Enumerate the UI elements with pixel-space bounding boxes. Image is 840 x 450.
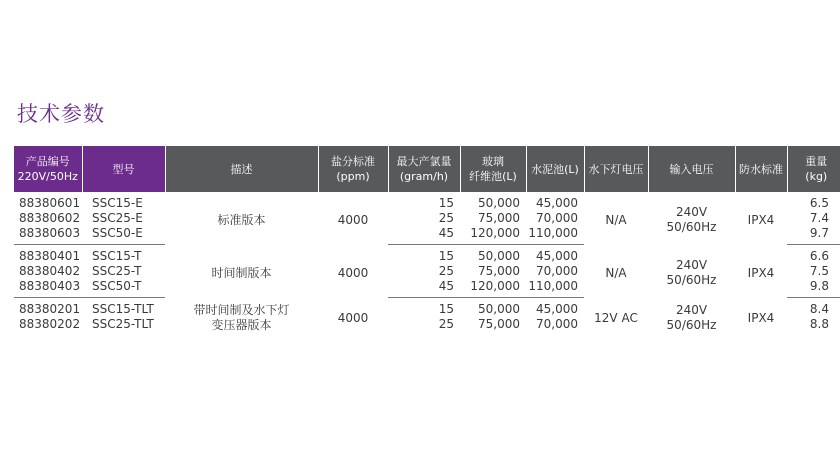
header-weight: 重量 (kg) [787, 146, 840, 192]
model-cell: SSC50-T [82, 279, 165, 298]
header-product-code: 产品编号 220V/50Hz [14, 146, 82, 192]
header-concrete-pool: 水泥池(L) [526, 146, 584, 192]
header-input-voltage: 输入电压 [648, 146, 735, 192]
description-cell: 标准版本 [217, 212, 266, 227]
product-code-cell: 88380603 [14, 226, 82, 245]
model-cell: SSC15-TLT [92, 302, 154, 316]
weight-cell: 8.8 [809, 317, 829, 331]
weight-cell: 9.8 [787, 279, 840, 298]
product-code-cell: 88380602 [19, 211, 81, 225]
chlorine-cell: 25 [438, 264, 454, 278]
waterproof-cell: IPX4 [747, 310, 775, 325]
concrete-pool-cell: 110,000 [526, 279, 584, 298]
weight-cell: 8.4 [809, 302, 829, 316]
chlorine-cell: 45 [388, 279, 460, 298]
concrete-pool-cell: 45,000 [536, 249, 578, 263]
salt-cell: 4000 [337, 265, 369, 280]
product-code-cell: 88380402 [19, 264, 81, 278]
concrete-pool-cell: 70,000 [536, 264, 578, 278]
product-code-cell: 88380201 [19, 302, 81, 316]
concrete-pool-cell: 45,000 [536, 302, 578, 316]
input-voltage-cell: 240V 50/60Hz [666, 205, 717, 235]
product-code-cell: 88380202 [19, 317, 81, 331]
salt-cell: 4000 [337, 310, 369, 325]
header-salt: 盐分标准 (ppm) [318, 146, 388, 192]
model-cell: SSC15-E [92, 196, 143, 210]
fiberglass-pool-cell: 75,000 [478, 317, 520, 331]
header-description: 描述 [165, 146, 318, 192]
weight-cell: 6.5 [809, 196, 829, 210]
chlorine-cell: 25 [438, 211, 454, 225]
header-model: 型号 [82, 146, 165, 192]
chlorine-cell: 25 [438, 317, 454, 331]
model-cell: SSC15-T [92, 249, 142, 263]
light-voltage-cell: N/A [605, 265, 627, 280]
fiberglass-pool-cell: 75,000 [478, 264, 520, 278]
fiberglass-pool-cell: 120,000 [460, 279, 526, 298]
waterproof-cell: IPX4 [747, 265, 775, 280]
light-voltage-cell: 12V AC [594, 310, 638, 325]
concrete-pool-cell: 70,000 [536, 317, 578, 331]
table-row [14, 245, 840, 265]
table-header-row [14, 146, 840, 192]
fiberglass-pool-cell: 120,000 [460, 226, 526, 245]
chlorine-cell: 15 [438, 302, 454, 316]
model-cell: SSC25-TLT [92, 317, 154, 331]
weight-cell: 9.7 [787, 226, 840, 245]
fiberglass-pool-cell: 75,000 [478, 211, 520, 225]
weight-cell: 7.4 [809, 211, 829, 225]
weight-cell: 6.6 [809, 249, 829, 263]
table-body [14, 192, 840, 335]
chlorine-cell: 45 [388, 226, 460, 245]
table-row [14, 298, 840, 318]
weight-cell: 7.5 [809, 264, 829, 278]
header-waterproof: 防水标准 [735, 146, 787, 192]
chlorine-cell: 15 [438, 196, 454, 210]
input-voltage-cell: 240V 50/60Hz [666, 258, 717, 287]
model-cell: SSC50-E [82, 226, 165, 245]
description-cell: 时间制版本 [211, 265, 272, 280]
description-cell: 带时间制及水下灯 变压器版本 [193, 303, 290, 333]
concrete-pool-cell: 110,000 [526, 226, 584, 245]
product-code-cell: 88380403 [14, 279, 82, 298]
spec-table [14, 146, 840, 335]
salt-cell: 4000 [337, 212, 369, 227]
product-code-cell: 88380401 [19, 249, 81, 263]
chlorine-cell: 15 [438, 249, 454, 263]
model-cell: SSC25-T [92, 264, 142, 278]
concrete-pool-cell: 45,000 [536, 196, 578, 210]
page-title: 技术参数 [17, 102, 105, 126]
fiberglass-pool-cell: 50,000 [478, 196, 520, 210]
table-row [14, 192, 840, 211]
fiberglass-pool-cell: 50,000 [478, 302, 520, 316]
concrete-pool-cell: 70,000 [536, 211, 578, 225]
light-voltage-cell: N/A [605, 212, 627, 227]
product-code-cell: 88380601 [19, 196, 81, 210]
header-light-voltage: 水下灯电压 [584, 146, 648, 192]
header-max-chlorine: 最大产氯量 (gram/h) [388, 146, 460, 192]
input-voltage-cell: 240V 50/60Hz [666, 303, 717, 333]
waterproof-cell: IPX4 [747, 212, 775, 227]
fiberglass-pool-cell: 50,000 [478, 249, 520, 263]
model-cell: SSC25-E [92, 211, 143, 225]
header-fiberglass-pool: 玻璃 纤维池(L) [460, 146, 526, 192]
